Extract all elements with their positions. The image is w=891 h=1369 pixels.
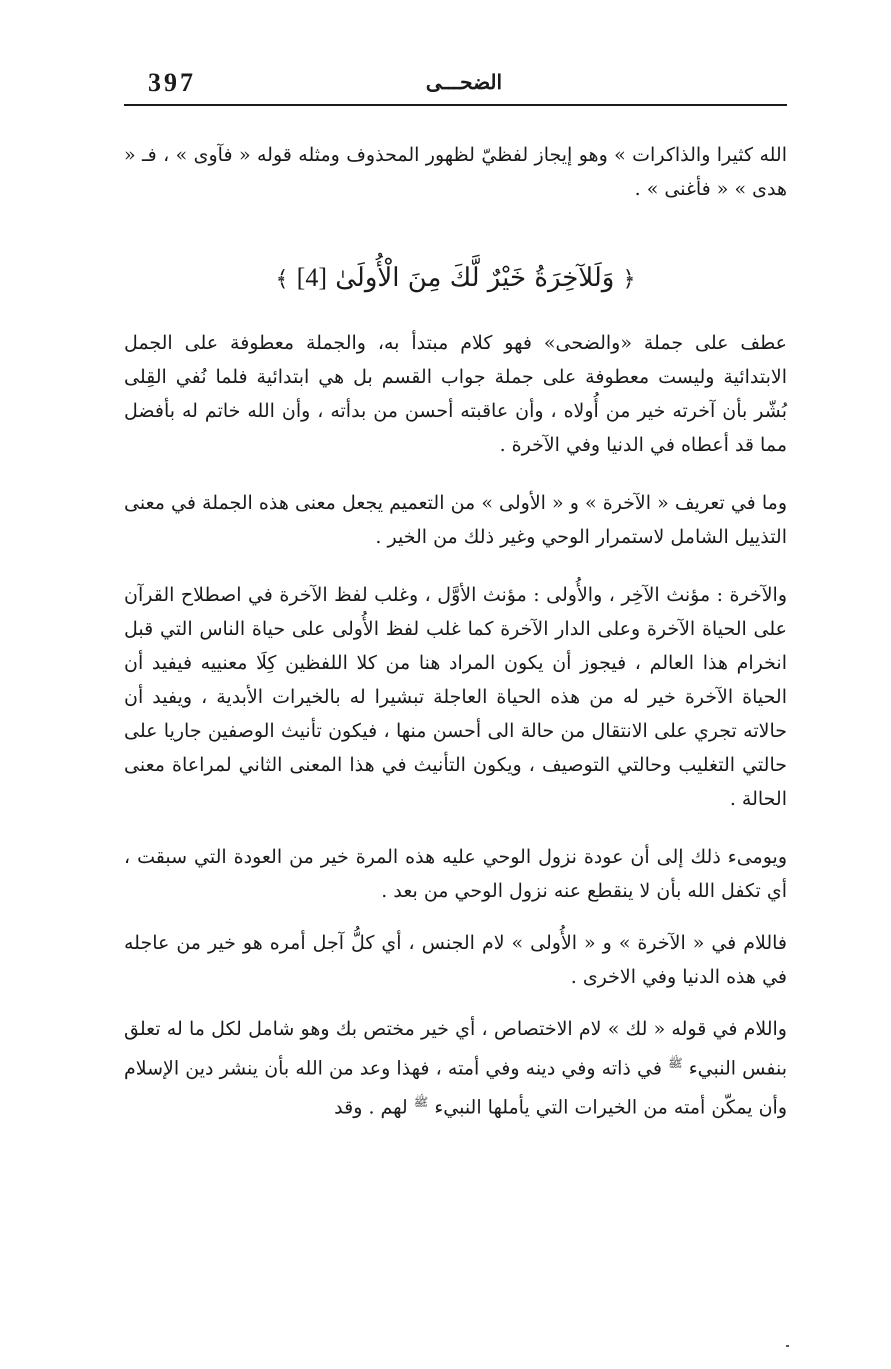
- paragraph-lam-genus: فاللام في « الآخرة » و « الأُولى » لام الجنس ، أي كلُّ آجل أمره هو خير من عاجله في هذه الدنيا وفي الاخرى .: [124, 932, 787, 988]
- page-header: [124, 58, 787, 102]
- verse-number: [4]: [296, 263, 327, 292]
- page-body: [124, 138, 787, 1125]
- paragraph-definition-generality: وما في تعريف « الآخرة » و « الأولى » من التعميم يجعل معنى هذه الجملة في معنى التذييل الشامل لاستمرار الوحي وغير ذلك من الخير .: [124, 492, 787, 548]
- paragraph-lam-specification: [124, 1012, 787, 1125]
- scan-mark: [786, 1345, 789, 1347]
- salutation-glyph: ﷺ: [413, 1095, 429, 1110]
- verse-text: وَلَلآخِرَةُ خَيْرٌ لَّكَ مِنَ الْأُولَىٰ: [335, 263, 615, 293]
- paragraph-revelation-return: ويومىء ذلك إلى أن عودة نزول الوحي عليه هذه المرة خير من العودة التي سبقت ، أي تكفل الله بأن لا ينقطع عنه نزول الوحي من بعد .: [124, 846, 787, 902]
- paragraph-continuation: الله كثيرا والذاكرات » وهو إيجاز لفظيّ لظهور المحذوف ومثله قوله « فآوى » ، فـ « هدى » « فأغنى » .: [124, 144, 787, 200]
- paragraph-coordination: عطف على جملة «والضحى» فهو كلام مبتدأ به، والجملة معطوفة على الجمل الابتدائية وليست معطوفة على جملة جواب القسم بل هي ابتدائية فلما نُفي القِلى بُشّر بأن آخرته خير من أُولاه ، وأن عاقبته أحسن من بدأته ، وأن الله خاتم له بأفضل مما قد أعطاه في الدنيا وفي الآخرة .: [124, 332, 787, 456]
- header-rule: [124, 104, 787, 106]
- running-title: الضحـــى: [425, 70, 503, 94]
- verse-close-bracket: ﴾: [275, 267, 289, 292]
- paragraph-lam-specification-part-2: في ذاته وفي دينه وفي أمته ، فهذا وعد من الله بأن ينشر دين الإسلام وأن يمكّن أمته من الخيرات التي يأملها النبيء: [124, 1057, 787, 1119]
- paragraph-lam-specification-part-1: واللام في قوله « لك » لام الاختصاص ، أي خير مختص بك وهو شامل لكل ما له تعلق بنفس النبيء: [124, 1018, 788, 1080]
- quran-verse: [124, 256, 787, 302]
- paragraph-akhira-ula-meaning: والآخرة : مؤنث الآخِر ، والأُولى : مؤنث الأوَّل ، وغلب لفظ الآخرة في اصطلاح القرآن على الحياة الآخرة وعلى الدار الآخرة كما غلب لفظ الأُولى على حياة الناس التي قبل انخرام هذا العالم ، فيجوز أن يكون المراد هنا من كلا اللفظين كِلَا معنييه فيفيد أن الحياة الآخرة خير له من هذه الحياة العاجلة تبشيرا له بالخيرات الأبدية ، ويفيد أن حالاته تجري على الانتقال من حالة الى أحسن منها ، فيكون تأنيث الوصفين جاريا على حالتي التغليب وحالتي التوصيف ، ويكون التأنيث في هذا المعنى الثاني لمراعاة معنى الحالة .: [124, 584, 787, 810]
- page-number: 397: [148, 68, 196, 97]
- verse-open-bracket: ﴿: [622, 267, 636, 292]
- salutation-glyph: ﷺ: [668, 1056, 683, 1070]
- paragraph-lam-specification-part-3: لهم . وقد: [334, 1096, 408, 1119]
